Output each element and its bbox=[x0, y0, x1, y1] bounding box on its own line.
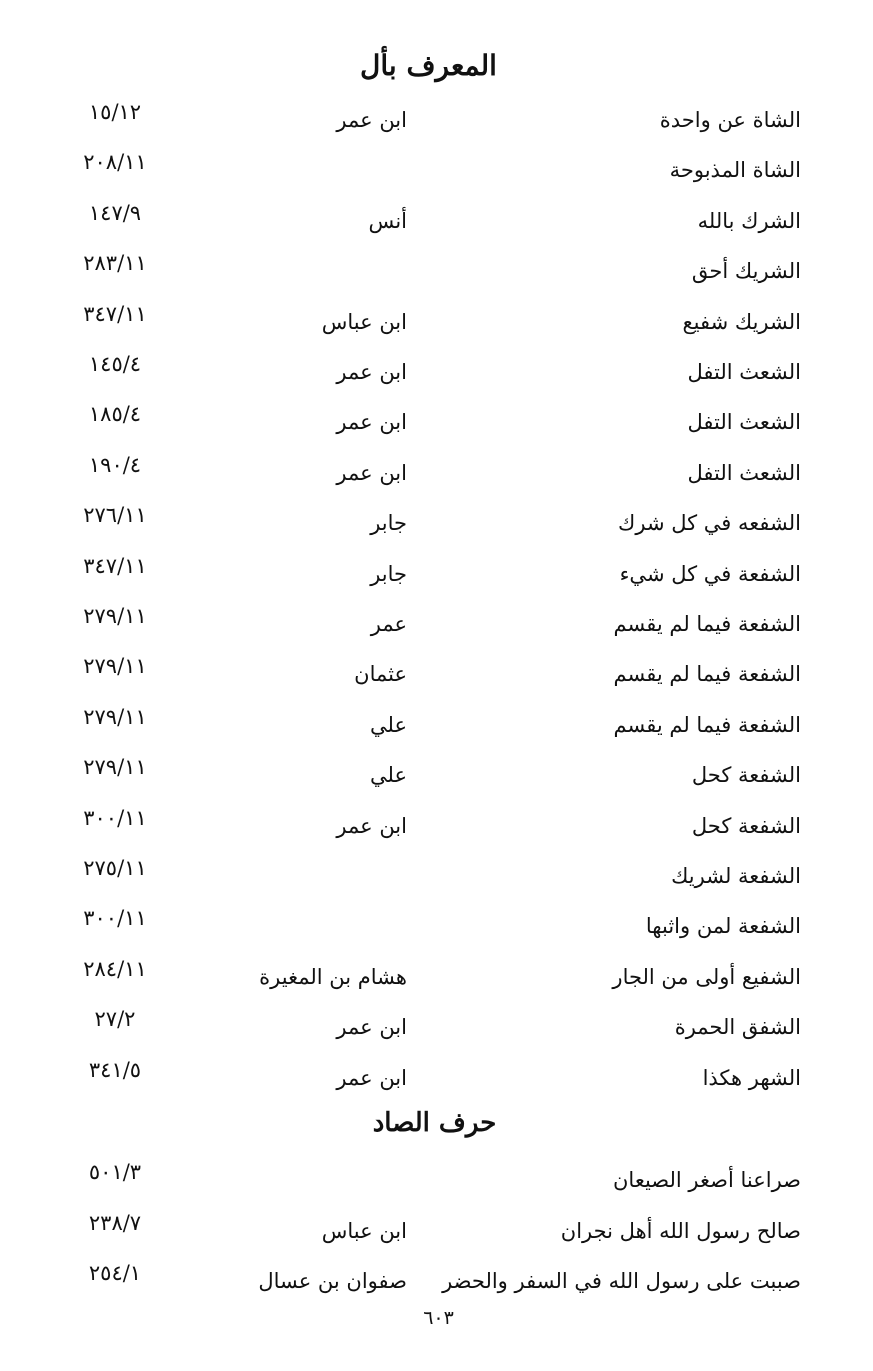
entry-phrase: الشريك شفيع bbox=[682, 309, 801, 334]
index-entry bbox=[0, 1211, 873, 1251]
entry-phrase: الشفق الحمرة bbox=[674, 1015, 801, 1040]
entry-narrator: عثمان bbox=[354, 662, 407, 687]
entry-phrase: الشفعة كحل bbox=[691, 813, 801, 838]
entry-narrator: أنس bbox=[368, 208, 407, 233]
entry-reference: ٢٧٩/١١ bbox=[83, 755, 147, 780]
entry-reference: ٣٤٧/١١ bbox=[83, 301, 147, 326]
entry-reference: ٣٠٠/١١ bbox=[83, 906, 147, 931]
index-entry bbox=[0, 554, 873, 594]
entry-narrator: ابن عمر bbox=[336, 360, 407, 384]
index-entry bbox=[0, 453, 873, 493]
section-heading-al: المعرف بأل bbox=[360, 49, 497, 82]
entry-narrator: علي bbox=[370, 763, 407, 788]
index-entry bbox=[0, 1261, 873, 1301]
entry-phrase: الشفعة فيما لم يقسم bbox=[613, 712, 801, 737]
entry-narrator: جابر bbox=[370, 561, 407, 586]
entry-reference: ١٤٥/٤ bbox=[88, 352, 142, 376]
entry-narrator: ابن عباس bbox=[321, 1218, 407, 1243]
entry-phrase: الشعث التفل bbox=[687, 410, 801, 435]
index-entry bbox=[0, 352, 873, 392]
entry-narrator: عمر bbox=[370, 612, 407, 636]
entry-narrator: صفوان بن عسال bbox=[258, 1269, 407, 1293]
index-entry bbox=[0, 705, 873, 745]
entry-phrase: الشاة المذبوحة bbox=[669, 158, 801, 183]
entry-narrator: جابر bbox=[370, 511, 407, 536]
entry-reference: ٣٠٠/١١ bbox=[83, 805, 147, 830]
entry-reference: ٥٠١/٣ bbox=[88, 1160, 142, 1184]
entry-reference: ٢٧٩/١١ bbox=[83, 604, 147, 628]
index-entry bbox=[0, 201, 873, 241]
entry-phrase: صببت على رسول الله في السفر والحضر bbox=[442, 1269, 801, 1293]
index-entry bbox=[0, 150, 873, 190]
entry-phrase: الشفيع أولى من الجار bbox=[612, 964, 801, 989]
entry-phrase: الشفعة كحل bbox=[691, 763, 801, 788]
entry-phrase: الشرك بالله bbox=[697, 208, 801, 233]
entry-reference: ١٤٧/٩ bbox=[88, 200, 142, 225]
entry-reference: ٢٣٨/٧ bbox=[88, 1210, 142, 1235]
entry-narrator: ابن عمر bbox=[336, 108, 407, 132]
index-entry bbox=[0, 302, 873, 342]
index-entry bbox=[0, 1058, 873, 1098]
entry-reference: ١٥/١٢ bbox=[88, 100, 142, 124]
index-entry bbox=[0, 503, 873, 543]
entry-reference: ٢٧٦/١١ bbox=[83, 503, 147, 528]
index-entry bbox=[0, 251, 873, 291]
entry-reference: ٢٧٩/١١ bbox=[83, 704, 147, 729]
entry-phrase: الشعث التفل bbox=[687, 360, 801, 384]
entry-narrator: ابن عمر bbox=[336, 1065, 407, 1090]
entry-reference: ١٨٥/٤ bbox=[88, 402, 142, 427]
entry-phrase: الشهر هكذا bbox=[702, 1065, 801, 1090]
index-entry bbox=[0, 1007, 873, 1047]
index-entry bbox=[0, 906, 873, 946]
index-entry bbox=[0, 604, 873, 644]
index-entry bbox=[0, 100, 873, 140]
entry-narrator: ابن عمر bbox=[336, 813, 407, 838]
entry-phrase: الشفعة لشريك bbox=[671, 864, 801, 888]
index-entry bbox=[0, 856, 873, 896]
entry-narrator: ابن عباس bbox=[321, 309, 407, 334]
index-entry bbox=[0, 1160, 873, 1200]
entry-phrase: الشفعة فيما لم يقسم bbox=[613, 612, 801, 636]
entry-narrator: علي bbox=[370, 712, 407, 737]
entry-phrase: الشفعه في كل شرك bbox=[618, 511, 801, 536]
index-entry bbox=[0, 806, 873, 846]
entry-reference: ٢٧/٢ bbox=[94, 1007, 136, 1032]
entry-phrase: صراعنا أصغر الصيعان bbox=[613, 1168, 801, 1192]
entry-phrase: الشعث التفل bbox=[687, 460, 801, 485]
entry-reference: ٣٤٧/١١ bbox=[83, 553, 147, 578]
entry-reference: ٢٨٣/١١ bbox=[83, 251, 147, 276]
entry-reference: ٢٨٤/١١ bbox=[83, 956, 147, 981]
section-heading-sad: حرف الصاد bbox=[372, 1108, 497, 1138]
entry-phrase: صالح رسول الله أهل نجران bbox=[560, 1218, 801, 1243]
entry-narrator: ابن عمر bbox=[336, 410, 407, 435]
entry-reference: ٢٠٨/١١ bbox=[83, 150, 147, 175]
entry-phrase: الشاة عن واحدة bbox=[659, 108, 801, 132]
entry-narrator: هشام بن المغيرة bbox=[259, 964, 407, 989]
entry-phrase: الشفعة لمن واثبها bbox=[645, 914, 801, 939]
entry-phrase: الشفعة فيما لم يقسم bbox=[613, 662, 801, 687]
entry-reference: ٢٧٥/١١ bbox=[83, 856, 147, 880]
entry-narrator: ابن عمر bbox=[336, 1015, 407, 1040]
entry-narrator: ابن عمر bbox=[336, 460, 407, 485]
entry-reference: ١٩٠/٤ bbox=[88, 452, 142, 477]
page-number: ٦٠٣ bbox=[423, 1307, 454, 1329]
index-entry bbox=[0, 654, 873, 694]
entry-reference: ٣٤١/٥ bbox=[88, 1057, 142, 1082]
entry-reference: ٢٧٩/١١ bbox=[83, 654, 147, 679]
entry-reference: ٢٥٤/١ bbox=[88, 1261, 142, 1285]
index-entry bbox=[0, 957, 873, 997]
index-entry bbox=[0, 402, 873, 442]
index-entry bbox=[0, 755, 873, 795]
entry-phrase: الشفعة في كل شيء bbox=[619, 561, 801, 586]
entry-phrase: الشريك أحق bbox=[691, 259, 801, 284]
